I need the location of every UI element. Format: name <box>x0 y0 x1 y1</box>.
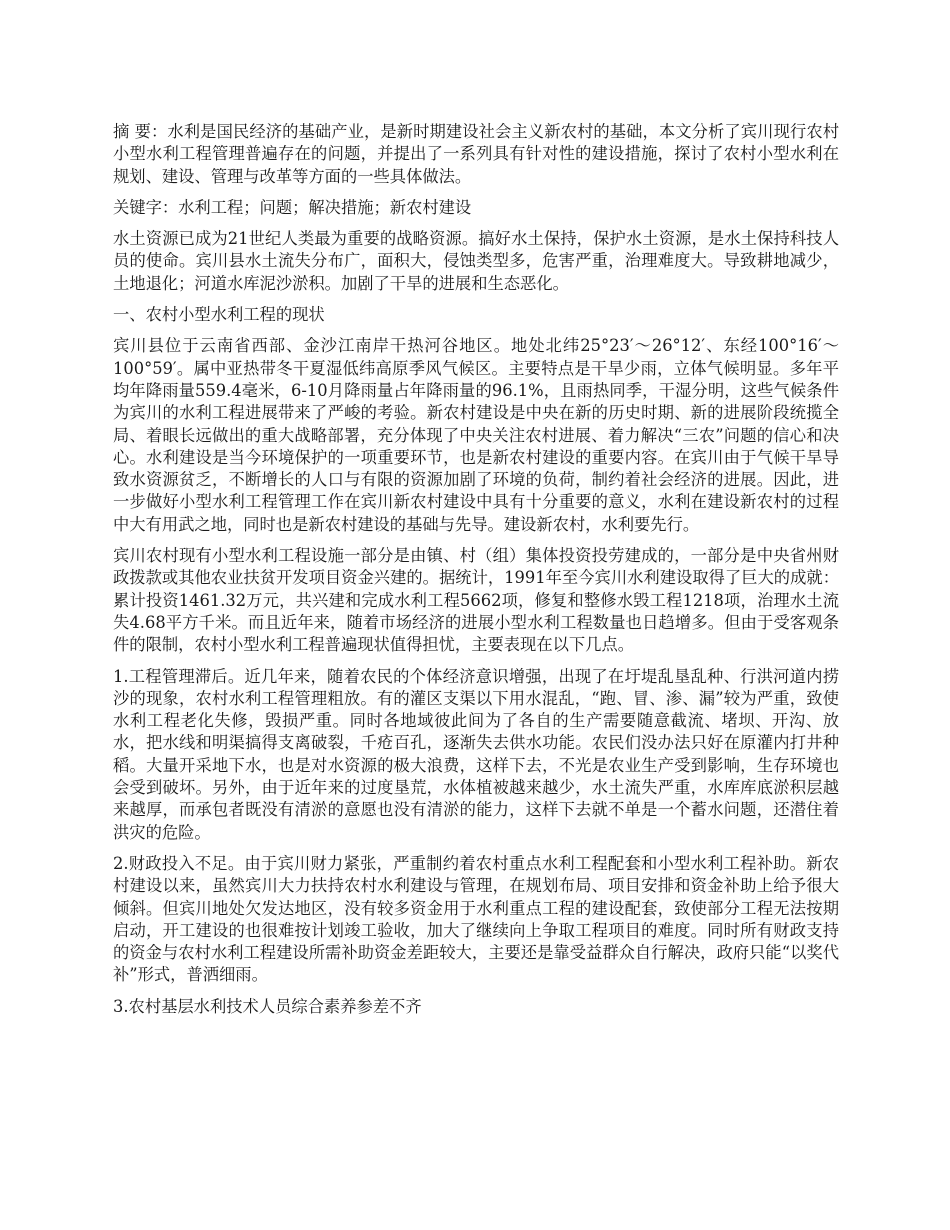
document-page <box>113 121 839 1027</box>
list-item-paragraph: 2.财政投入不足。由于宾川财力紧张，严重制约着农村重点水利工程配套和小型水利工程补助。新农村建设以来，虽然宾川大力扶持农村水利建设与管理，在规划布局、项目安排和资金补助上给予很大倾斜。但宾川地处欠发达地区，没有较多资金用于水利重点工程的建设配套，致使部分工程无法按期启动，开工建设的也很难按计划竣工验收，加大了继续向上争取工程项目的难度。同时所有财政支持的资金与农村水利工程建设所需补助资金差距较大，主要还是靠受益群众自行解决，政府只能“以奖代补”形式，普洒细雨。 <box>113 853 839 985</box>
list-item-paragraph: 1.工程管理滞后。近几年来，随着农民的个体经济意识增强，出现了在圩堤乱垦乱种、行洪河道内捞沙的现象，农村水利工程管理粗放。有的灌区支渠以下用水混乱，“跑、冒、渗、漏”较为严重，致使水利工程老化失修，毁损严重。同时各地域彼此间为了各自的生产需要随意截流、堵坝、开沟、放水，把水线和明渠搞得支离破裂，千疮百孔，逐渐失去供水功能。农民们没办法只好在原灌内打井种稻。大量开采地下水，也是对水资源的极大浪费，这样下去，不光是农业生产受到影响，生存环境也会受到破坏。另外，由于近年来的过度垦荒，水体植被越来越少，水土流失严重，水库库底淤积层越来越厚，而承包者既没有清淤的意愿也没有清淤的能力，这样下去就不单是一个蓄水问题，还潜住着洪灾的危险。 <box>113 666 839 842</box>
abstract-paragraph: 摘 要：水利是国民经济的基础产业，是新时期建设社会主义新农村的基础，本文分析了宾川现行农村小型水利工程管理普遍存在的问题，并提出了一系列具有针对性的建设措施，探讨了农村小型水利在规划、建设、管理与改革等方面的一些具体做法。 <box>113 122 839 186</box>
keywords-paragraph: 关键字：水利工程；问题；解决措施；新农村建设 <box>113 197 472 217</box>
intro-paragraph: 水土资源已成为21世纪人类最为重要的战略资源。搞好水土保持，保护水土资源，是水土保持科技人员的使命。宾川县水土流失分布广，面积大，侵蚀类型多，危害严重，治理难度大。导致耕地减少，土地退化；河道水库泥沙淤积。加剧了干旱的进展和生态恶化。 <box>113 229 839 293</box>
body-paragraph: 宾川县位于云南省西部、金沙江南岸干热河谷地区。地处北纬25°23′～26°12′、东经100°16′～100°59′。属中亚热带冬干夏湿低纬高原季风气候区。主要特点是干旱少雨，立体气候明显。多年平均年降雨量559.4毫米，6-10月降雨量占年降雨量的96.1%，且雨热同季，干湿分明，这些气候条件为宾川的水利工程进展带来了严峻的考验。新农村建设是中央在新的历史时期、新的进展阶段统揽全局、着眼长远做出的重大战略部署，充分体现了中央关注农村进展、着力解决“三农”问题的信心和决心。水利建设是当今环境保护的一项重要环节，也是新农村建设的重要内容。在宾川由于气候干旱导致水资源贫乏，不断增长的人口与有限的资源加剧了环境的负荷，制约着社会经济的进展。因此，进一步做好小型水利工程管理工作在宾川新农村建设中具有十分重要的意义，水利在建设新农村的过程中大有用武之地，同时也是新农村建设的基础与先导。建设新农村，水利要先行。 <box>113 336 839 534</box>
section-heading: 一、农村小型水利工程的现状 <box>113 305 325 325</box>
list-item-heading: 3.农村基层水利技术人员综合素养参差不齐 <box>113 996 422 1016</box>
body-paragraph: 宾川农村现有小型水利工程设施一部分是由镇、村（组）集体投资投劳建成的，一部分是中央省州财政拨款或其他农业扶贫开发项目资金兴建的。据统计，1991年至今宾川水利建设取得了巨大的成就：累计投资1461.32万元，共兴建和完成水利工程5662项，修复和整修水毁工程1218项，治理水土流失4.68平方千米。而且近年来，随着市场经济的进展小型水利工程数量也日趋增多。但由于受客观条件的限制，农村小型水利工程普遍现状值得担忧，主要表现在以下几点。 <box>113 546 839 655</box>
